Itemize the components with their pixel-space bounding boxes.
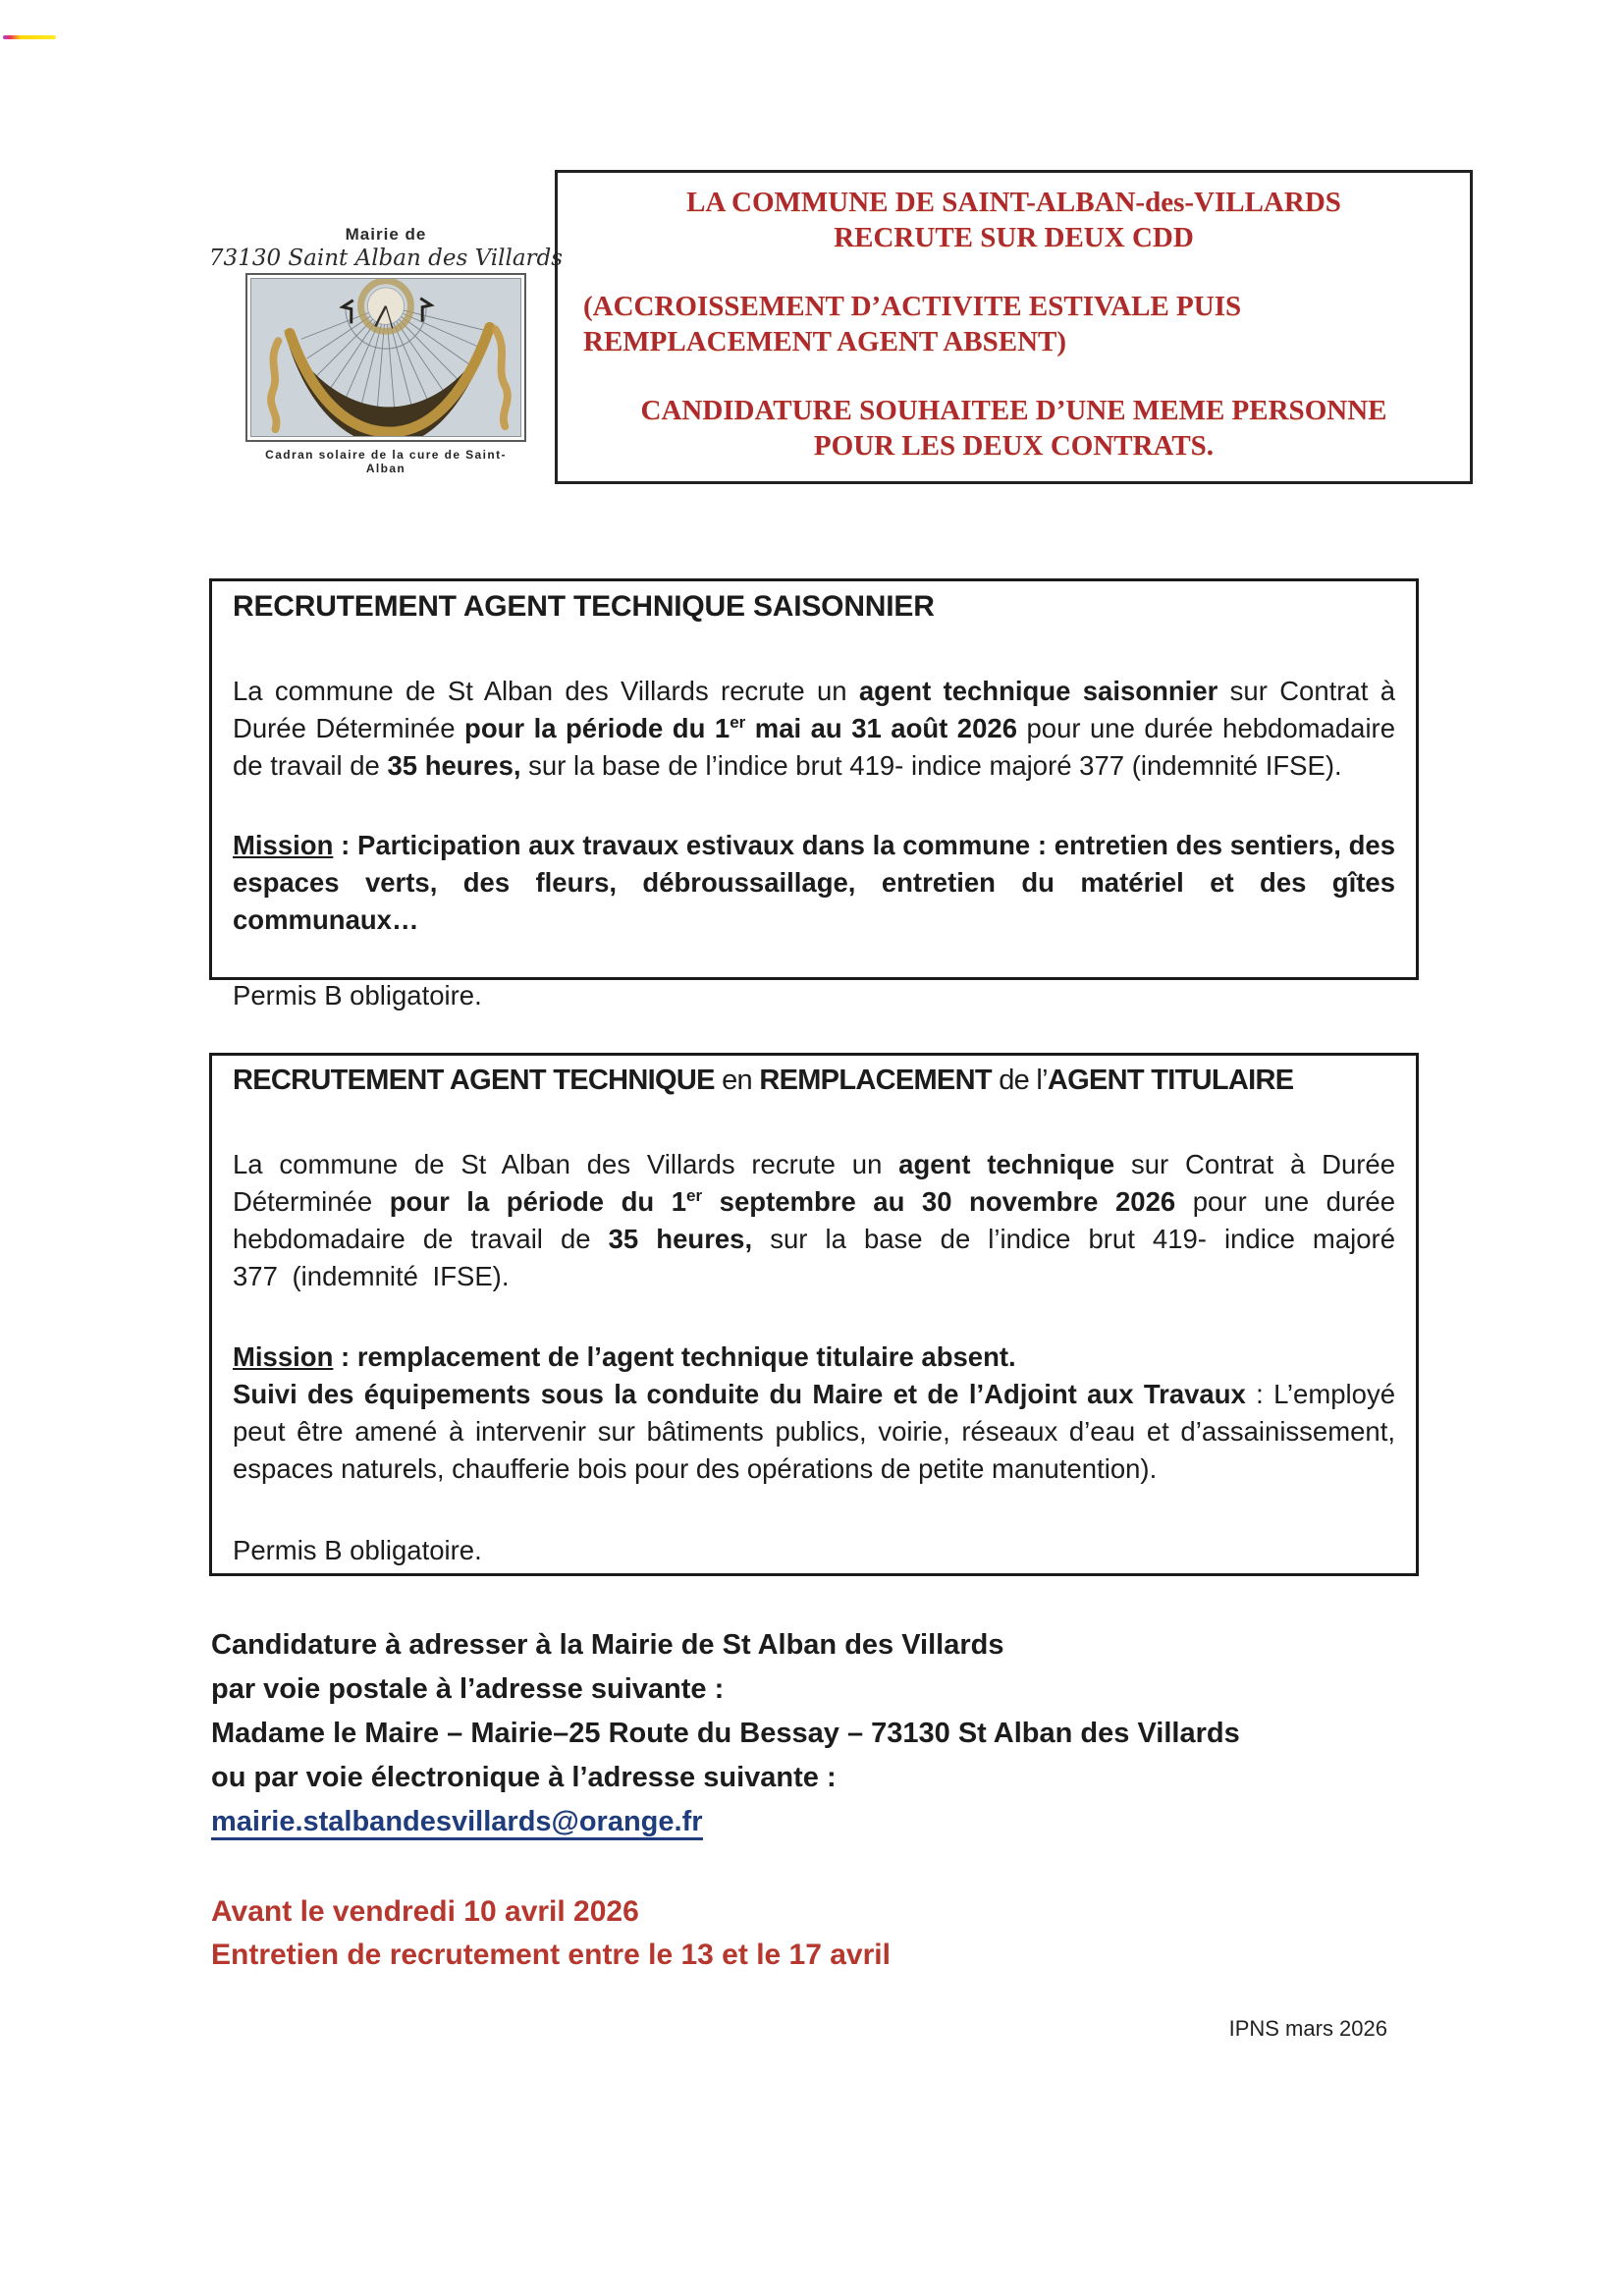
box1-paragraph: La commune de St Alban des Villards recrute un agent technique saisonnier sur Contrat à Durée Déterminée pour la période du 1er mai au 31 août 2026 pour une durée hebdomadaire de travail de 35 heures, sur la base de l’indice brut 419- indice majoré 377 (indemnité IFSE). bbox=[233, 676, 1396, 781]
scan-artifact bbox=[3, 35, 56, 39]
contact-line-1: Candidature à adresser à la Mairie de St Alban des Villards bbox=[211, 1629, 1004, 1661]
announcement-box bbox=[555, 170, 1473, 484]
email-link[interactable]: mairie.stalbandesvillards@orange.fr bbox=[211, 1806, 703, 1840]
announcement-line-4: REMPLACEMENT AGENT ABSENT) bbox=[583, 326, 1067, 357]
logo-postal-text: 73130 Saint Alban des Villards bbox=[208, 246, 564, 271]
mission-label: Mission bbox=[233, 830, 334, 860]
recruitment-box-seasonal bbox=[209, 578, 1419, 1011]
sundial-canvas bbox=[250, 278, 521, 437]
sundial-frame bbox=[245, 273, 526, 442]
contact-line-3: Madame le Maire – Mairie–25 Route du Bessay – 73130 St Alban des Villards bbox=[211, 1718, 1240, 1749]
announcement-line-1: LA COMMUNE DE SAINT-ALBAN-des-VILLARDS bbox=[686, 187, 1341, 218]
logo-mairie-label: Mairie de bbox=[345, 225, 427, 244]
deadline-line-2: Entretien de recrutement entre le 13 et le 17 avril bbox=[211, 1939, 891, 1971]
box2-mission: Mission : remplacement de l’agent technique titulaire absent. bbox=[233, 1341, 1016, 1372]
deadline-line-1: Avant le vendredi 10 avril 2026 bbox=[211, 1895, 639, 1928]
contact-block bbox=[211, 1623, 1429, 1844]
sundial-caption: Cadran solaire de la cure de Saint-Alban bbox=[265, 448, 507, 475]
box2-permis: Permis B obligatoire. bbox=[233, 1535, 482, 1565]
sundial-illustration bbox=[251, 279, 520, 436]
box2-suivi: Suivi des équipements sous la conduite du Maire et de l’Adjoint aux Travaux : L’employé peut être amené à intervenir sur bâtiments publics, voirie, réseaux d’eau et d’assainissement, espaces naturels, chaufferie bois pour des opérations de petite manutention). bbox=[233, 1379, 1395, 1484]
announcement-line-2: RECRUTE SUR DEUX CDD bbox=[834, 222, 1194, 253]
contact-line-2: par voie postale à l’adresse suivante : bbox=[211, 1673, 725, 1705]
box1-title: RECRUTEMENT AGENT TECHNIQUE SAISONNIER bbox=[233, 590, 935, 623]
box2-paragraph: La commune de St Alban des Villards recrute un agent technique sur Contrat à Durée Déterminée pour la période du 1er septembre au 30 novembre 2026 pour une durée hebdomadaire de travail de 35 heures, sur la base de l’indice brut 419- indice majoré 377 (indemnité IFSE). bbox=[233, 1149, 1396, 1291]
box1-permis: Permis B obligatoire. bbox=[233, 980, 482, 1011]
box1-mission: Mission : Participation aux travaux estivaux dans la commune : entretien des sentiers, des espaces verts, des fleurs, débroussaillage, entretien du matériel et des gîtes communaux… bbox=[233, 830, 1395, 935]
announcement-line-3: (ACCROISSEMENT D’ACTIVITE ESTIVALE PUIS bbox=[583, 291, 1242, 322]
mission-label: Mission bbox=[233, 1341, 334, 1372]
recruitment-box-replacement bbox=[209, 1053, 1419, 1576]
logo-postal-script bbox=[208, 246, 564, 271]
footer-note: IPNS mars 2026 bbox=[1228, 2016, 1387, 2041]
announcement-line-6: POUR LES DEUX CONTRATS. bbox=[813, 430, 1215, 462]
announcement-line-5: CANDIDATURE SOUHAITEE D’UNE MEME PERSONNE bbox=[640, 395, 1387, 426]
deadline-block bbox=[211, 1890, 1429, 1977]
contact-line-4: ou par voie électronique à l’adresse suivante : bbox=[211, 1762, 837, 1793]
mairie-logo bbox=[208, 225, 564, 475]
box2-title: RECRUTEMENT AGENT TECHNIQUE en REMPLACEMENT de l’AGENT TITULAIRE bbox=[233, 1065, 1294, 1096]
